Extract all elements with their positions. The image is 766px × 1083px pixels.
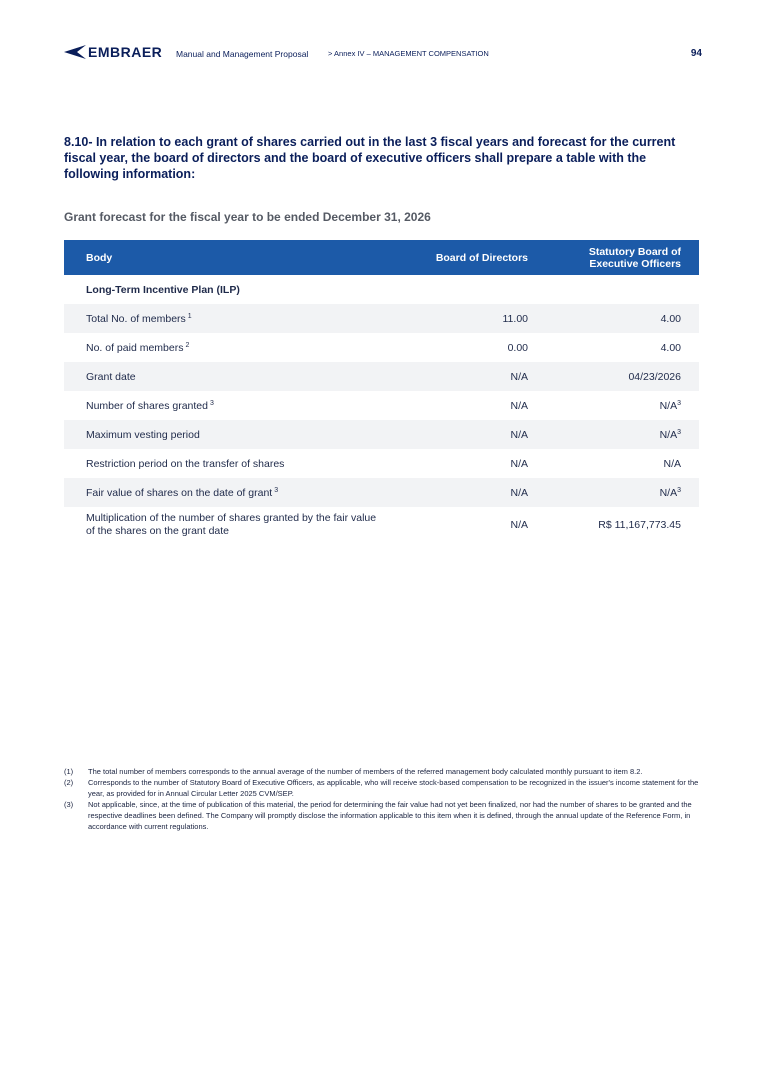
footnote-text: Not applicable, since, at the time of publication of this material, the period for determining the fair value had not yet been finalized, nor had the number of shares to be granted and the respective deadlines been defined. The Company will promptly disclose the information applicable to this item when it is defined, through the annual update of the Reference Form, in accordance with current regulations. (88, 800, 692, 831)
table-header-row (64, 240, 699, 275)
executive-officers-value (536, 478, 699, 507)
row-label (64, 478, 392, 507)
embraer-wing-icon (64, 44, 86, 60)
footnote-ref: 1 (187, 312, 192, 320)
board-of-directors-value: 0.00 (507, 341, 528, 354)
board-of-directors-value: N/A (392, 478, 536, 507)
footnote (64, 766, 700, 777)
footnote-number: (3) (64, 800, 74, 809)
footnote-text: Corresponds to the number of Statutory Board of Executive Officers, as applicable, who will receive stock-based compensation to be recognized in the issuer's income statement for the year, as provided for in Annual Circular Letter 2025 CVM/SEP. (88, 778, 699, 798)
executive-officers-value-text: N/A (663, 457, 681, 470)
board-of-directors-value: N/A (392, 420, 536, 449)
row-label (64, 449, 392, 478)
row-label-text: Maximum vesting period (86, 428, 200, 441)
board-of-directors-value: 11.00 (392, 304, 536, 333)
row-label (64, 333, 392, 362)
row-label (64, 362, 392, 391)
executive-officers-value-text: N/A (659, 428, 678, 441)
board-of-directors-value: N/A (510, 457, 528, 470)
footnote-ref: 3 (274, 486, 279, 494)
table-row (64, 304, 699, 333)
executive-officers-value-text: 04/23/2026 (628, 370, 681, 383)
footnote-text: The total number of members corresponds to the annual average of the number of members of the referred management body calculated monthly pursuant to item 8.2. (88, 767, 643, 776)
embraer-logo (64, 44, 162, 60)
document-title: Manual and Management Proposal (176, 49, 309, 59)
table-row (64, 449, 699, 478)
board-of-directors-value: N/A (510, 399, 528, 412)
row-label (64, 304, 392, 333)
executive-officers-value-text: R$ 11,167,773.45 (598, 518, 681, 531)
footnote-ref: 3 (209, 399, 214, 407)
footnote-ref: 3 (677, 399, 681, 407)
executive-officers-value-text: N/A (659, 399, 678, 412)
plan-label: Long-Term Incentive Plan (ILP) (86, 283, 240, 296)
footnote-ref: 3 (677, 428, 681, 436)
table-row (64, 478, 699, 507)
executive-officers-value (536, 391, 699, 420)
board-of-directors-value: N/A (392, 362, 536, 391)
footnote-number: (2) (64, 778, 74, 787)
section-title: 8.10- In relation to each grant of shares carried out in the last 3 fiscal years and forecast for the current fiscal year, the board of directors and the board of executive officers shall prepare a table with the following information: (64, 135, 676, 181)
executive-officers-value (536, 507, 699, 543)
page-number: 94 (690, 48, 702, 59)
row-label (64, 507, 392, 543)
board-of-directors-value: N/A (510, 518, 528, 531)
footnote (64, 777, 700, 799)
plan-row (64, 275, 699, 304)
footnotes (64, 766, 700, 832)
column-header-body: Body (64, 240, 392, 275)
footnote-number: (1) (64, 767, 74, 776)
column-header-executive-officers: Statutory Board of Executive Officers (536, 240, 699, 275)
table-row (64, 333, 699, 362)
executive-officers-value-text: N/A (659, 486, 678, 499)
row-label-text: Number of shares granted (86, 399, 208, 412)
logo-text: EMBRAER (88, 44, 163, 60)
table-subtitle: Grant forecast for the fiscal year to be ended December 31, 2026 (64, 210, 431, 224)
row-label-text: Fair value of shares on the date of grant (86, 486, 273, 499)
executive-officers-value-text: 4.00 (660, 312, 681, 325)
page-header (64, 44, 702, 66)
row-label-text: Restriction period on the transfer of shares (86, 457, 285, 470)
executive-officers-value (536, 362, 699, 391)
executive-officers-value-text: 4.00 (660, 341, 681, 354)
footnote-ref: 3 (677, 486, 681, 494)
executive-officers-value (536, 420, 699, 449)
row-label-text: Total No. of members (86, 312, 186, 325)
footnote-ref: 2 (185, 341, 190, 349)
executive-officers-value (536, 333, 699, 362)
grant-forecast-table (64, 240, 699, 543)
footnote (64, 799, 700, 832)
row-label-text: No. of paid members (86, 341, 184, 354)
row-label-text: Multiplication of the number of shares granted by the fair value of the shares on the grant date (86, 512, 377, 537)
row-label (64, 420, 392, 449)
table-row (64, 507, 699, 543)
executive-officers-value (536, 304, 699, 333)
breadcrumb: > Annex IV – MANAGEMENT COMPENSATION (328, 49, 489, 58)
table-row (64, 391, 699, 420)
row-label-text: Grant date (86, 370, 136, 383)
executive-officers-value (536, 449, 699, 478)
row-label (64, 391, 392, 420)
column-header-board-of-directors: Board of Directors (392, 240, 536, 275)
table-row (64, 420, 699, 449)
table-row (64, 362, 699, 391)
